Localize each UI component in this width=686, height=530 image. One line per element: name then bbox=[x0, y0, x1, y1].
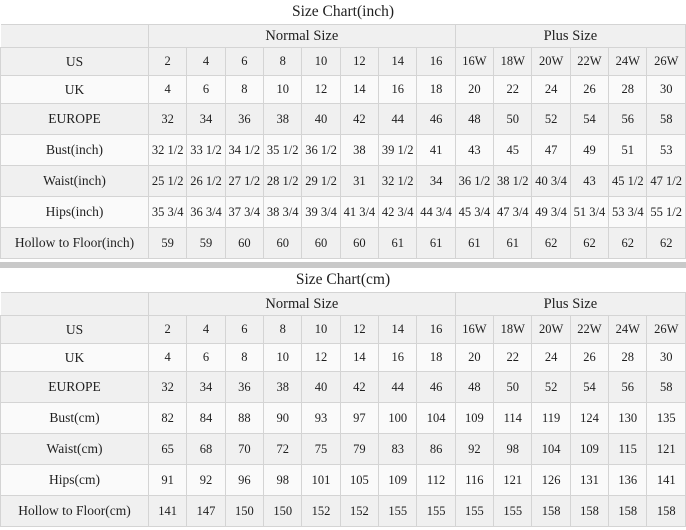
cell: 104 bbox=[417, 403, 455, 434]
chart-title: Size Chart(cm) bbox=[1, 268, 686, 293]
cell: 4 bbox=[149, 76, 187, 104]
cell: 20 bbox=[455, 344, 493, 372]
cell: 28 bbox=[609, 344, 647, 372]
cell: 49 bbox=[570, 135, 608, 166]
cell: 32 1/2 bbox=[149, 135, 187, 166]
cell: 48 bbox=[455, 372, 493, 403]
cell: 38 bbox=[340, 135, 378, 166]
cell: 83 bbox=[379, 434, 417, 465]
row-label: Hips(cm) bbox=[1, 465, 149, 496]
cell: 10 bbox=[302, 316, 340, 344]
cell: 39 3/4 bbox=[302, 197, 340, 228]
table-row bbox=[1, 372, 686, 403]
table-row bbox=[1, 496, 686, 527]
cell: 8 bbox=[225, 76, 263, 104]
cell: 10 bbox=[264, 344, 302, 372]
cell: 39 1/2 bbox=[379, 135, 417, 166]
cell: 16 bbox=[417, 316, 455, 344]
cell: 12 bbox=[340, 48, 378, 76]
cell: 36 1/2 bbox=[455, 166, 493, 197]
cell: 155 bbox=[379, 496, 417, 527]
cell: 32 bbox=[149, 372, 187, 403]
cell: 8 bbox=[225, 344, 263, 372]
cell: 109 bbox=[570, 434, 608, 465]
cell: 136 bbox=[609, 465, 647, 496]
cell: 68 bbox=[187, 434, 225, 465]
row-label: EUROPE bbox=[1, 372, 149, 403]
cell: 26 bbox=[570, 76, 608, 104]
chart-title-row bbox=[1, 268, 686, 293]
cell: 86 bbox=[417, 434, 455, 465]
cell: 43 bbox=[570, 166, 608, 197]
cell: 34 bbox=[417, 166, 455, 197]
cell: 28 1/2 bbox=[264, 166, 302, 197]
cell: 60 bbox=[340, 228, 378, 259]
cell: 16 bbox=[379, 344, 417, 372]
cell: 96 bbox=[225, 465, 263, 496]
cell: 18 bbox=[417, 344, 455, 372]
cell: 126 bbox=[532, 465, 570, 496]
cell: 45 3/4 bbox=[455, 197, 493, 228]
cell: 35 1/2 bbox=[264, 135, 302, 166]
cell: 14 bbox=[379, 316, 417, 344]
cell: 38 1/2 bbox=[494, 166, 532, 197]
cell: 53 bbox=[647, 135, 686, 166]
table-row bbox=[1, 403, 686, 434]
row-label: Hollow to Floor(cm) bbox=[1, 496, 149, 527]
cell: 48 bbox=[455, 104, 493, 135]
cell: 112 bbox=[417, 465, 455, 496]
table-row bbox=[1, 104, 686, 135]
cell: 42 bbox=[340, 104, 378, 135]
cell: 56 bbox=[609, 372, 647, 403]
cell: 124 bbox=[570, 403, 608, 434]
cell: 92 bbox=[455, 434, 493, 465]
cell: 44 3/4 bbox=[417, 197, 455, 228]
cell: 2 bbox=[149, 316, 187, 344]
cell: 61 bbox=[494, 228, 532, 259]
cell: 58 bbox=[647, 372, 686, 403]
row-label: UK bbox=[1, 76, 149, 104]
cell: 100 bbox=[379, 403, 417, 434]
cell: 44 bbox=[379, 104, 417, 135]
cell: 6 bbox=[225, 316, 263, 344]
cell: 40 3/4 bbox=[532, 166, 570, 197]
cell: 45 1/2 bbox=[609, 166, 647, 197]
size-chart-inch bbox=[0, 0, 686, 262]
cell: 47 bbox=[532, 135, 570, 166]
cell: 51 bbox=[609, 135, 647, 166]
cell: 18W bbox=[494, 316, 532, 344]
cell: 8 bbox=[264, 48, 302, 76]
cell: 130 bbox=[609, 403, 647, 434]
row-label: EUROPE bbox=[1, 104, 149, 135]
row-label: US bbox=[1, 48, 149, 76]
cell: 26 1/2 bbox=[187, 166, 225, 197]
size-chart-cm bbox=[0, 268, 686, 530]
group-plus-size: Plus Size bbox=[455, 25, 685, 48]
cell: 30 bbox=[647, 344, 686, 372]
cell: 52 bbox=[532, 372, 570, 403]
cell: 115 bbox=[609, 434, 647, 465]
cell: 141 bbox=[149, 496, 187, 527]
cell: 35 3/4 bbox=[149, 197, 187, 228]
cell: 158 bbox=[532, 496, 570, 527]
cell: 10 bbox=[302, 48, 340, 76]
cell: 43 bbox=[455, 135, 493, 166]
row-label: Hips(inch) bbox=[1, 197, 149, 228]
cell: 109 bbox=[455, 403, 493, 434]
cell: 62 bbox=[570, 228, 608, 259]
cell: 62 bbox=[532, 228, 570, 259]
table-row bbox=[1, 76, 686, 104]
cell: 36 bbox=[225, 104, 263, 135]
cell: 34 bbox=[187, 372, 225, 403]
cell: 54 bbox=[570, 104, 608, 135]
cell: 18W bbox=[494, 48, 532, 76]
cell: 158 bbox=[570, 496, 608, 527]
cell: 14 bbox=[340, 344, 378, 372]
cell: 34 1/2 bbox=[225, 135, 263, 166]
cell: 12 bbox=[302, 76, 340, 104]
cell: 155 bbox=[494, 496, 532, 527]
cell: 32 bbox=[149, 104, 187, 135]
cell: 152 bbox=[302, 496, 340, 527]
cell: 97 bbox=[340, 403, 378, 434]
cell: 28 bbox=[609, 76, 647, 104]
cell: 16W bbox=[455, 316, 493, 344]
cell: 25 1/2 bbox=[149, 166, 187, 197]
cell: 54 bbox=[570, 372, 608, 403]
cell: 55 1/2 bbox=[647, 197, 686, 228]
cell: 12 bbox=[340, 316, 378, 344]
cell: 60 bbox=[264, 228, 302, 259]
cell: 33 1/2 bbox=[187, 135, 225, 166]
cell: 41 bbox=[417, 135, 455, 166]
cell: 150 bbox=[225, 496, 263, 527]
cell: 116 bbox=[455, 465, 493, 496]
cell: 46 bbox=[417, 104, 455, 135]
cell: 12 bbox=[302, 344, 340, 372]
cell: 84 bbox=[187, 403, 225, 434]
cell: 90 bbox=[264, 403, 302, 434]
cell: 30 bbox=[647, 76, 686, 104]
cell: 58 bbox=[647, 104, 686, 135]
group-normal-size: Normal Size bbox=[149, 25, 456, 48]
cell: 141 bbox=[647, 465, 686, 496]
cell: 36 bbox=[225, 372, 263, 403]
cell: 109 bbox=[379, 465, 417, 496]
cell: 121 bbox=[647, 434, 686, 465]
cell: 60 bbox=[302, 228, 340, 259]
table-row bbox=[1, 344, 686, 372]
table-row bbox=[1, 434, 686, 465]
cell: 42 bbox=[340, 372, 378, 403]
cell: 40 bbox=[302, 104, 340, 135]
cell: 50 bbox=[494, 104, 532, 135]
cell: 98 bbox=[264, 465, 302, 496]
cell: 101 bbox=[302, 465, 340, 496]
cell: 4 bbox=[187, 48, 225, 76]
cell: 26W bbox=[647, 48, 686, 76]
cell: 6 bbox=[187, 76, 225, 104]
cell: 20W bbox=[532, 48, 570, 76]
row-label: Bust(cm) bbox=[1, 403, 149, 434]
group-normal-size: Normal Size bbox=[149, 293, 456, 316]
row-label: US bbox=[1, 316, 149, 344]
chart-group-row bbox=[1, 293, 686, 316]
cell: 44 bbox=[379, 372, 417, 403]
cell: 22 bbox=[494, 344, 532, 372]
cell: 26 bbox=[570, 344, 608, 372]
cell: 155 bbox=[417, 496, 455, 527]
cell: 36 3/4 bbox=[187, 197, 225, 228]
cell: 49 3/4 bbox=[532, 197, 570, 228]
cell: 51 3/4 bbox=[570, 197, 608, 228]
cell: 38 3/4 bbox=[264, 197, 302, 228]
table-row bbox=[1, 48, 686, 76]
cell: 47 1/2 bbox=[647, 166, 686, 197]
cell: 47 3/4 bbox=[494, 197, 532, 228]
cell: 147 bbox=[187, 496, 225, 527]
cell: 72 bbox=[264, 434, 302, 465]
size-chart-inch-table bbox=[0, 0, 686, 259]
cell: 158 bbox=[647, 496, 686, 527]
cell: 79 bbox=[340, 434, 378, 465]
cell: 62 bbox=[609, 228, 647, 259]
cell: 27 1/2 bbox=[225, 166, 263, 197]
cell: 60 bbox=[225, 228, 263, 259]
cell: 24W bbox=[609, 48, 647, 76]
cell: 59 bbox=[187, 228, 225, 259]
cell: 155 bbox=[455, 496, 493, 527]
cell: 20 bbox=[455, 76, 493, 104]
cell: 61 bbox=[455, 228, 493, 259]
group-plus-size: Plus Size bbox=[455, 293, 685, 316]
cell: 8 bbox=[264, 316, 302, 344]
cell: 135 bbox=[647, 403, 686, 434]
cell: 36 1/2 bbox=[302, 135, 340, 166]
cell: 61 bbox=[417, 228, 455, 259]
cell: 65 bbox=[149, 434, 187, 465]
chart-group-row bbox=[1, 25, 686, 48]
table-row bbox=[1, 166, 686, 197]
cell: 24 bbox=[532, 76, 570, 104]
cell: 50 bbox=[494, 372, 532, 403]
cell: 46 bbox=[417, 372, 455, 403]
cell: 91 bbox=[149, 465, 187, 496]
row-label: Hollow to Floor(inch) bbox=[1, 228, 149, 259]
cell: 4 bbox=[149, 344, 187, 372]
cell: 22 bbox=[494, 76, 532, 104]
row-label: Waist(inch) bbox=[1, 166, 149, 197]
cell: 150 bbox=[264, 496, 302, 527]
cell: 119 bbox=[532, 403, 570, 434]
cell: 16W bbox=[455, 48, 493, 76]
row-label: UK bbox=[1, 344, 149, 372]
cell: 41 3/4 bbox=[340, 197, 378, 228]
cell: 40 bbox=[302, 372, 340, 403]
cell: 22W bbox=[570, 316, 608, 344]
cell: 6 bbox=[187, 344, 225, 372]
cell: 93 bbox=[302, 403, 340, 434]
cell: 24 bbox=[532, 344, 570, 372]
cell: 131 bbox=[570, 465, 608, 496]
cell: 29 1/2 bbox=[302, 166, 340, 197]
cell: 38 bbox=[264, 104, 302, 135]
table-row bbox=[1, 135, 686, 166]
table-row bbox=[1, 465, 686, 496]
cell: 98 bbox=[494, 434, 532, 465]
cell: 38 bbox=[264, 372, 302, 403]
row-label: Waist(cm) bbox=[1, 434, 149, 465]
table-row bbox=[1, 316, 686, 344]
table-row bbox=[1, 197, 686, 228]
cell: 52 bbox=[532, 104, 570, 135]
cell: 121 bbox=[494, 465, 532, 496]
cell: 18 bbox=[417, 76, 455, 104]
cell: 24W bbox=[609, 316, 647, 344]
cell: 53 3/4 bbox=[609, 197, 647, 228]
cell: 16 bbox=[417, 48, 455, 76]
cell: 16 bbox=[379, 76, 417, 104]
cell: 158 bbox=[609, 496, 647, 527]
cell: 82 bbox=[149, 403, 187, 434]
cell: 61 bbox=[379, 228, 417, 259]
table-row bbox=[1, 228, 686, 259]
chart-title-row bbox=[1, 0, 686, 25]
cell: 104 bbox=[532, 434, 570, 465]
group-row-spacer bbox=[1, 293, 149, 316]
cell: 14 bbox=[379, 48, 417, 76]
size-chart-cm-table bbox=[0, 268, 686, 527]
cell: 42 3/4 bbox=[379, 197, 417, 228]
row-label: Bust(inch) bbox=[1, 135, 149, 166]
cell: 31 bbox=[340, 166, 378, 197]
chart-title: Size Chart(inch) bbox=[1, 0, 686, 25]
cell: 59 bbox=[149, 228, 187, 259]
cell: 62 bbox=[647, 228, 686, 259]
cell: 10 bbox=[264, 76, 302, 104]
cell: 34 bbox=[187, 104, 225, 135]
cell: 14 bbox=[340, 76, 378, 104]
cell: 6 bbox=[225, 48, 263, 76]
cell: 37 3/4 bbox=[225, 197, 263, 228]
cell: 56 bbox=[609, 104, 647, 135]
group-row-spacer bbox=[1, 25, 149, 48]
cell: 88 bbox=[225, 403, 263, 434]
cell: 45 bbox=[494, 135, 532, 166]
cell: 70 bbox=[225, 434, 263, 465]
cell: 2 bbox=[149, 48, 187, 76]
cell: 152 bbox=[340, 496, 378, 527]
cell: 20W bbox=[532, 316, 570, 344]
cell: 75 bbox=[302, 434, 340, 465]
cell: 32 1/2 bbox=[379, 166, 417, 197]
cell: 22W bbox=[570, 48, 608, 76]
cell: 105 bbox=[340, 465, 378, 496]
cell: 26W bbox=[647, 316, 686, 344]
cell: 92 bbox=[187, 465, 225, 496]
cell: 4 bbox=[187, 316, 225, 344]
cell: 114 bbox=[494, 403, 532, 434]
